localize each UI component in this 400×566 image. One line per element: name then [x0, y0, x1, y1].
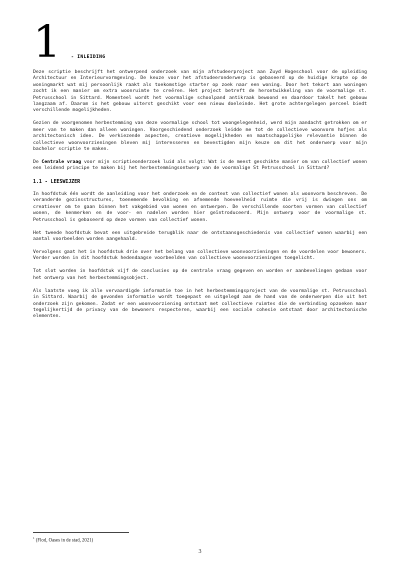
intro-paragraph: Deze scriptie beschrijft het ontwerpend onderzoek van mijn afstudeerproject aan Zuyd Hogeschool voor de opleiding Architectuur en Interieurvormgeving. De keuze voor het afstudeeronderwerp is gebaseerd op de huidige krapte op de woningmarkt wat mij persoonlijk raakt als toekomstige starter op zoek naar een woning. Door het tekort aan woningen zocht ik een manier om extra woonruimte te creëren. Het project betreft de herontwikkeling van de voormalige st. Petrusschool in Sittard. Momenteel wordt het voormalige schoolpand antikraak bewoond en daardoor takelt het gebouw langzaam af. Daarom is het gebouw uiterst geschikt voor een nieuw doeleinde. Het grote achtergelegen perceel biedt verschillende mogelijkheden. — [33, 70, 367, 114]
footnote — [33, 536, 93, 544]
page-number: 3 — [198, 549, 202, 555]
central-question-text: voor mijn scriptieonderzoek luid als volgt: Wat is de meest geschikte manier om van collectief wonen een leidend principe te maken bij het herbestemmingsontwerp van de voormalige St Petrusschool in Sittard? — [33, 160, 368, 172]
closing-paragraph: Als laatste voeg ik alle vervaardigde informatie toe in het herbestemmingsproject van de voormalige st. Petrusschool in Sittard. Waarbij de gevonden informatie wordt toegepast en uitgelegd aan de hand van de onderwerpen die uit het onderzoek zijn gekomen. Zodat er een woonvoorziening ontstaat met collectieve ruimtes die de verbinding opzoeken maar tegelijkertijd de privacy van de bewoners respecteren, waarbij een sociale cohesie ontstaat door architectonische elementen. — [33, 288, 367, 320]
chapter-title: - INLEIDING — [71, 55, 106, 60]
chapter-two-paragraph: Het tweede hoofdstuk bevat een uitgebreide terugblik naar de ontstaansgeschiedenis van collectief wonen waarbij een aantal voorbeelden worden aangehaald. — [33, 230, 367, 242]
chapter-one-paragraph: In hoofdstuk één wordt de aanleiding voor het onderzoek en de context van collectief wonen als woonvorm beschreven. De veranderde gezinsstructures, toenemende bevolking en afnemende hoeveelheid ruimte die vrij is dwingen ons om creatiever om te gaan binnen het vakgebied van wonen en ontwerpen. De verschillende soorten vormen van collectief wonen, de kenmerken en de voor- en nadelen worden hier geïntroduceerd. Mijn ontwerp voor de voormalige st. Petrusschool is gebaseerd op deze vormen van collectief wonen. — [33, 191, 367, 223]
chapter-three-paragraph: Vervolgens gaat het in hoofdstuk drie over het belang van collectieve woonvoorzieningen en de voordelen voor bewoners. Verder worden in dit hoofdstuk hedendaagse voorbeelden van collectieve woonvoorzieningen toegelicht. — [33, 249, 367, 262]
footnote-marker: 1 — [33, 536, 35, 540]
footnote-text: (Flod, Oases in de stad, 2021) — [34, 538, 94, 544]
central-question-prefix: De — [33, 160, 42, 166]
motivation-paragraph: Gezien de voorgenomen herbestemming van deze voormalige school tot woongelegenheid, werd mijn aandacht getrokken om er meer van te maken dan alleen woningen. Voorgeschiedend onderzoek leidde me tot de collectieve woonvorm hofjes als architectonisch idee. De verkiezende aspecten, creatieve mogelijkheden en maatschappelijke relevantie binnen de collectieve woonvoorzieningen bleven mij interesseren en bevestigden mijn keuze om dit het onderwerp voor mijn bachelor scriptie te maken. — [33, 121, 367, 153]
footnote-divider — [33, 532, 129, 533]
central-question-bold: Centrale vraag — [41, 160, 82, 166]
section-heading: 1.1 - LEESWIJZER — [33, 179, 81, 186]
chapter-body — [33, 70, 367, 327]
chapter-five-paragraph: Tot slot worden in hoofdstuk vijf de conclusies op de centrale vraag gegeven en worden er aanbevelingen gedaan voor het ontwerp van het herbestemmingsobject. — [33, 269, 367, 281]
chapter-number: 1 — [33, 17, 61, 68]
central-question-paragraph — [33, 160, 367, 173]
